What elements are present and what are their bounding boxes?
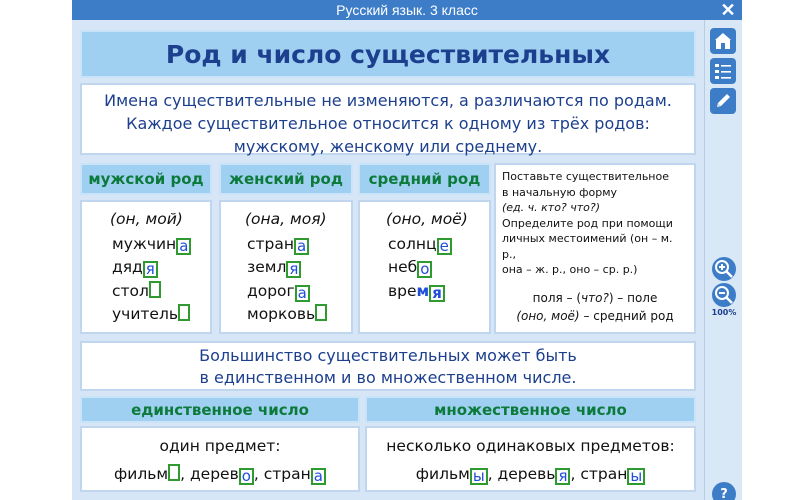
hint-example	[502, 289, 688, 325]
word-stem: стол	[112, 281, 149, 300]
plural-desc: несколько одинаковых предметов:	[386, 437, 675, 455]
word-stem: дяд	[112, 258, 143, 276]
ending-box: я	[143, 261, 158, 278]
example-pronoun: (оно, моё)	[516, 308, 580, 323]
pencil-button[interactable]	[710, 88, 736, 114]
hint-line: личных местоимений (он – м. р.,	[502, 232, 673, 261]
masculine-column	[80, 200, 212, 334]
ending-box: о	[239, 468, 254, 485]
window-title: Русский язык. 3 класс	[336, 2, 478, 18]
ending-box: ы	[470, 468, 488, 485]
pronoun-hint: (оно, моё)	[386, 210, 468, 228]
example-question: что?	[581, 290, 609, 305]
word-stem: стран	[247, 234, 295, 253]
word-stem: мужчин	[112, 234, 177, 253]
feminine-column	[219, 200, 353, 334]
word-separator: ,	[253, 465, 264, 483]
word-stem: фильм	[114, 465, 169, 483]
singular-panel	[80, 426, 360, 492]
neuter-column	[358, 200, 491, 334]
title-bar	[72, 0, 742, 20]
ending-box: ы	[627, 468, 645, 485]
checklist-icon	[714, 62, 732, 80]
singular-desc: один предмет:	[159, 437, 281, 455]
word-item	[247, 233, 351, 257]
pronoun-hint: (он, мой)	[110, 210, 183, 228]
page-title: Род и число существительных	[80, 30, 696, 78]
word-stem: земл	[247, 258, 287, 276]
word-stem: дорог	[247, 281, 295, 300]
word-item	[247, 280, 351, 304]
ending-box: я	[429, 285, 445, 302]
close-button[interactable]: ✕	[720, 0, 736, 20]
singular-words	[82, 460, 358, 488]
number-panel	[80, 341, 696, 391]
zoom-in-button[interactable]	[712, 257, 736, 281]
plural-words	[367, 460, 694, 488]
word-stem: морковь	[247, 305, 316, 323]
header-masculine: мужской род	[80, 163, 212, 195]
intro-line: Каждое существительное относится к одному из трёх родов:	[126, 114, 650, 133]
hint-line: (ед. ч. кто? что?)	[502, 201, 601, 214]
word-stem: неб	[388, 258, 418, 276]
number-line: Большинство существительных может быть	[199, 346, 577, 365]
word-separator: ,	[570, 465, 581, 483]
home-icon	[714, 32, 732, 50]
hint-line: в начальную форму	[502, 185, 618, 199]
word-stem: фильм	[415, 465, 470, 483]
example-line	[502, 289, 688, 307]
word-item	[112, 303, 210, 327]
example-text: поля – (	[532, 290, 582, 305]
word-stem: солнц	[388, 234, 437, 253]
zoom-level: 100%	[711, 308, 737, 317]
hint-line: Определите род при помощи	[502, 216, 673, 230]
ending-box: я	[286, 261, 301, 278]
example-line	[502, 307, 688, 325]
example-text: ) – поле	[608, 290, 658, 305]
ending-box: а	[295, 285, 310, 302]
word-stem-highlight: м	[416, 281, 430, 300]
word-stem: учитель	[112, 305, 179, 323]
header-plural: множественное число	[365, 396, 696, 423]
ending-box	[315, 304, 327, 321]
tool-sidebar	[704, 20, 742, 500]
word-stem: деревь	[497, 465, 556, 483]
word-stem: стран	[580, 465, 628, 483]
word-stem: дерев	[189, 465, 239, 483]
word-item	[112, 256, 210, 280]
zoom-in-icon	[714, 259, 734, 279]
intro-panel	[80, 83, 696, 155]
zoom-out-icon	[714, 285, 734, 305]
ending-box: а	[176, 238, 191, 255]
ending-box: а	[311, 468, 326, 485]
number-line: в единственном и во множественном числе.	[199, 368, 577, 387]
word-separator: ,	[180, 465, 190, 483]
example-text: – средний род	[579, 308, 674, 323]
word-separator: ,	[487, 465, 498, 483]
word-item	[112, 233, 210, 257]
ending-box	[178, 304, 190, 321]
home-button[interactable]	[710, 28, 736, 54]
hint-line: Поставьте существительное	[502, 170, 669, 183]
word-item	[388, 233, 489, 257]
word-item	[388, 280, 489, 304]
ending-box: а	[294, 238, 309, 255]
header-neuter: средний род	[358, 163, 491, 195]
header-singular: единственное число	[80, 396, 360, 423]
hint-line: она – ж. р., оно – ср. р.)	[502, 263, 638, 276]
word-item	[247, 256, 351, 280]
pronoun-hint: (она, моя)	[245, 210, 327, 228]
ending-box	[149, 281, 161, 298]
plural-panel	[365, 426, 696, 492]
word-stem: вре	[388, 281, 417, 300]
zoom-out-button[interactable]	[712, 283, 736, 307]
app-window	[72, 0, 742, 500]
intro-line: мужскому, женскому или среднему.	[233, 137, 543, 156]
ending-box	[168, 464, 180, 481]
ending-box: о	[417, 261, 432, 278]
word-item	[388, 256, 489, 280]
checklist-button[interactable]	[710, 58, 736, 84]
pencil-icon	[714, 92, 732, 110]
ending-box: я	[555, 468, 570, 485]
word-item	[112, 280, 210, 304]
word-stem: стран	[263, 465, 311, 483]
hint-panel	[494, 163, 696, 334]
header-feminine: женский род	[219, 163, 353, 195]
ending-box: е	[437, 238, 452, 255]
intro-line: Имена существительные не изменяются, а различаются по родам.	[104, 91, 672, 110]
help-button[interactable]: ?	[712, 482, 736, 500]
word-item	[247, 303, 351, 327]
